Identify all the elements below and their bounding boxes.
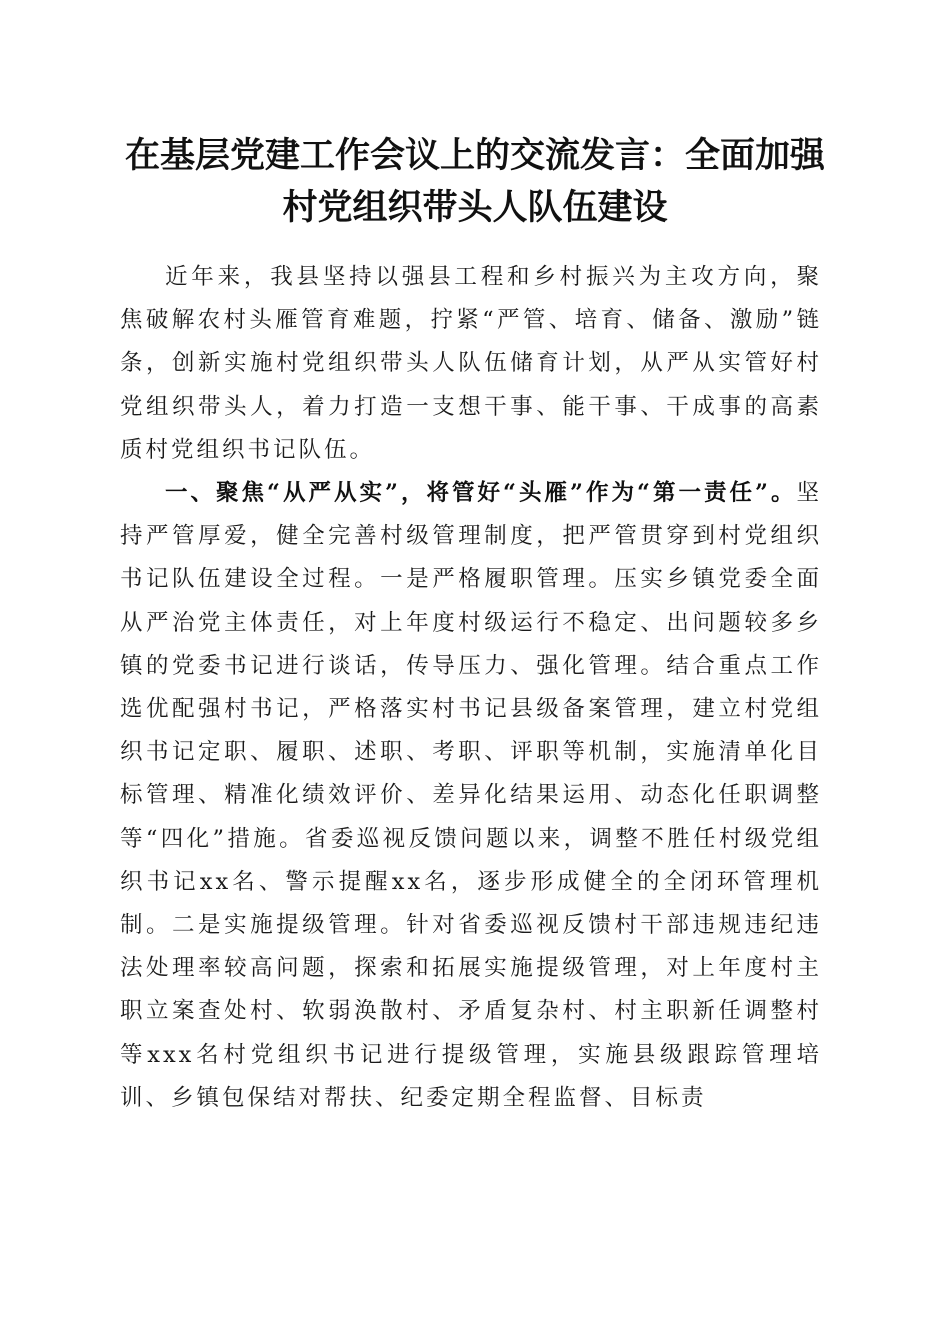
section-1-text: 坚持严管厚爱，健全完善村级管理制度，把严管贯穿到村党组织书记队伍建设全过程。一是严格履职管理。压实乡镇党委全面从严治党主体责任，对上年度村级运行不稳定、出问题较多乡镇的党委书记进行谈话，传导压力、强化管理。结合重点工作选优配强村书记，严格落实村书记县级备案管理，建立村党组织书记定职、履职、述职、考职、评职等机制，实施清单化目标管理、精准化绩效评价、差异化结果运用、动态化任职调整等“四化”措施。省委巡视反馈问题以来，调整不胜任村级党组织书记xx名、警示提醒xx名，逐步形成健全的全闭环管理机制。二是实施提级管理。针对省委巡视反馈村干部违规违纪违法处理率较高问题，探索和拓展实施提级管理，对上年度村主职立案查处村、软弱涣散村、矛盾复杂村、村主职新任调整村等xxx名村党组织书记进行提级管理，实施县级跟踪管理培训、乡镇包保结对帮扶、纪委定期全程监督、目标责	[120, 480, 822, 1111]
title-line-2: 村党组织带头人队伍建设	[282, 187, 668, 228]
section-1-paragraph	[120, 472, 822, 1120]
document-body	[120, 256, 822, 1120]
intro-paragraph: 近年来，我县坚持以强县工程和乡村振兴为主攻方向，聚焦破解农村头雁管育难题，拧紧“严管、培育、储备、激励”链条，创新实施村党组织带头人队伍储育计划，从严从实管好村党组织带头人，着力打造一支想干事、能干事、干成事的高素质村党组织书记队伍。	[120, 264, 822, 463]
document-title	[110, 130, 840, 234]
section-1-heading: 一、聚焦“从严从实”，将管好“头雁”作为“第一责任”。	[165, 480, 797, 507]
title-line-1: 在基层党建工作会议上的交流发言：全面加强	[124, 135, 825, 176]
